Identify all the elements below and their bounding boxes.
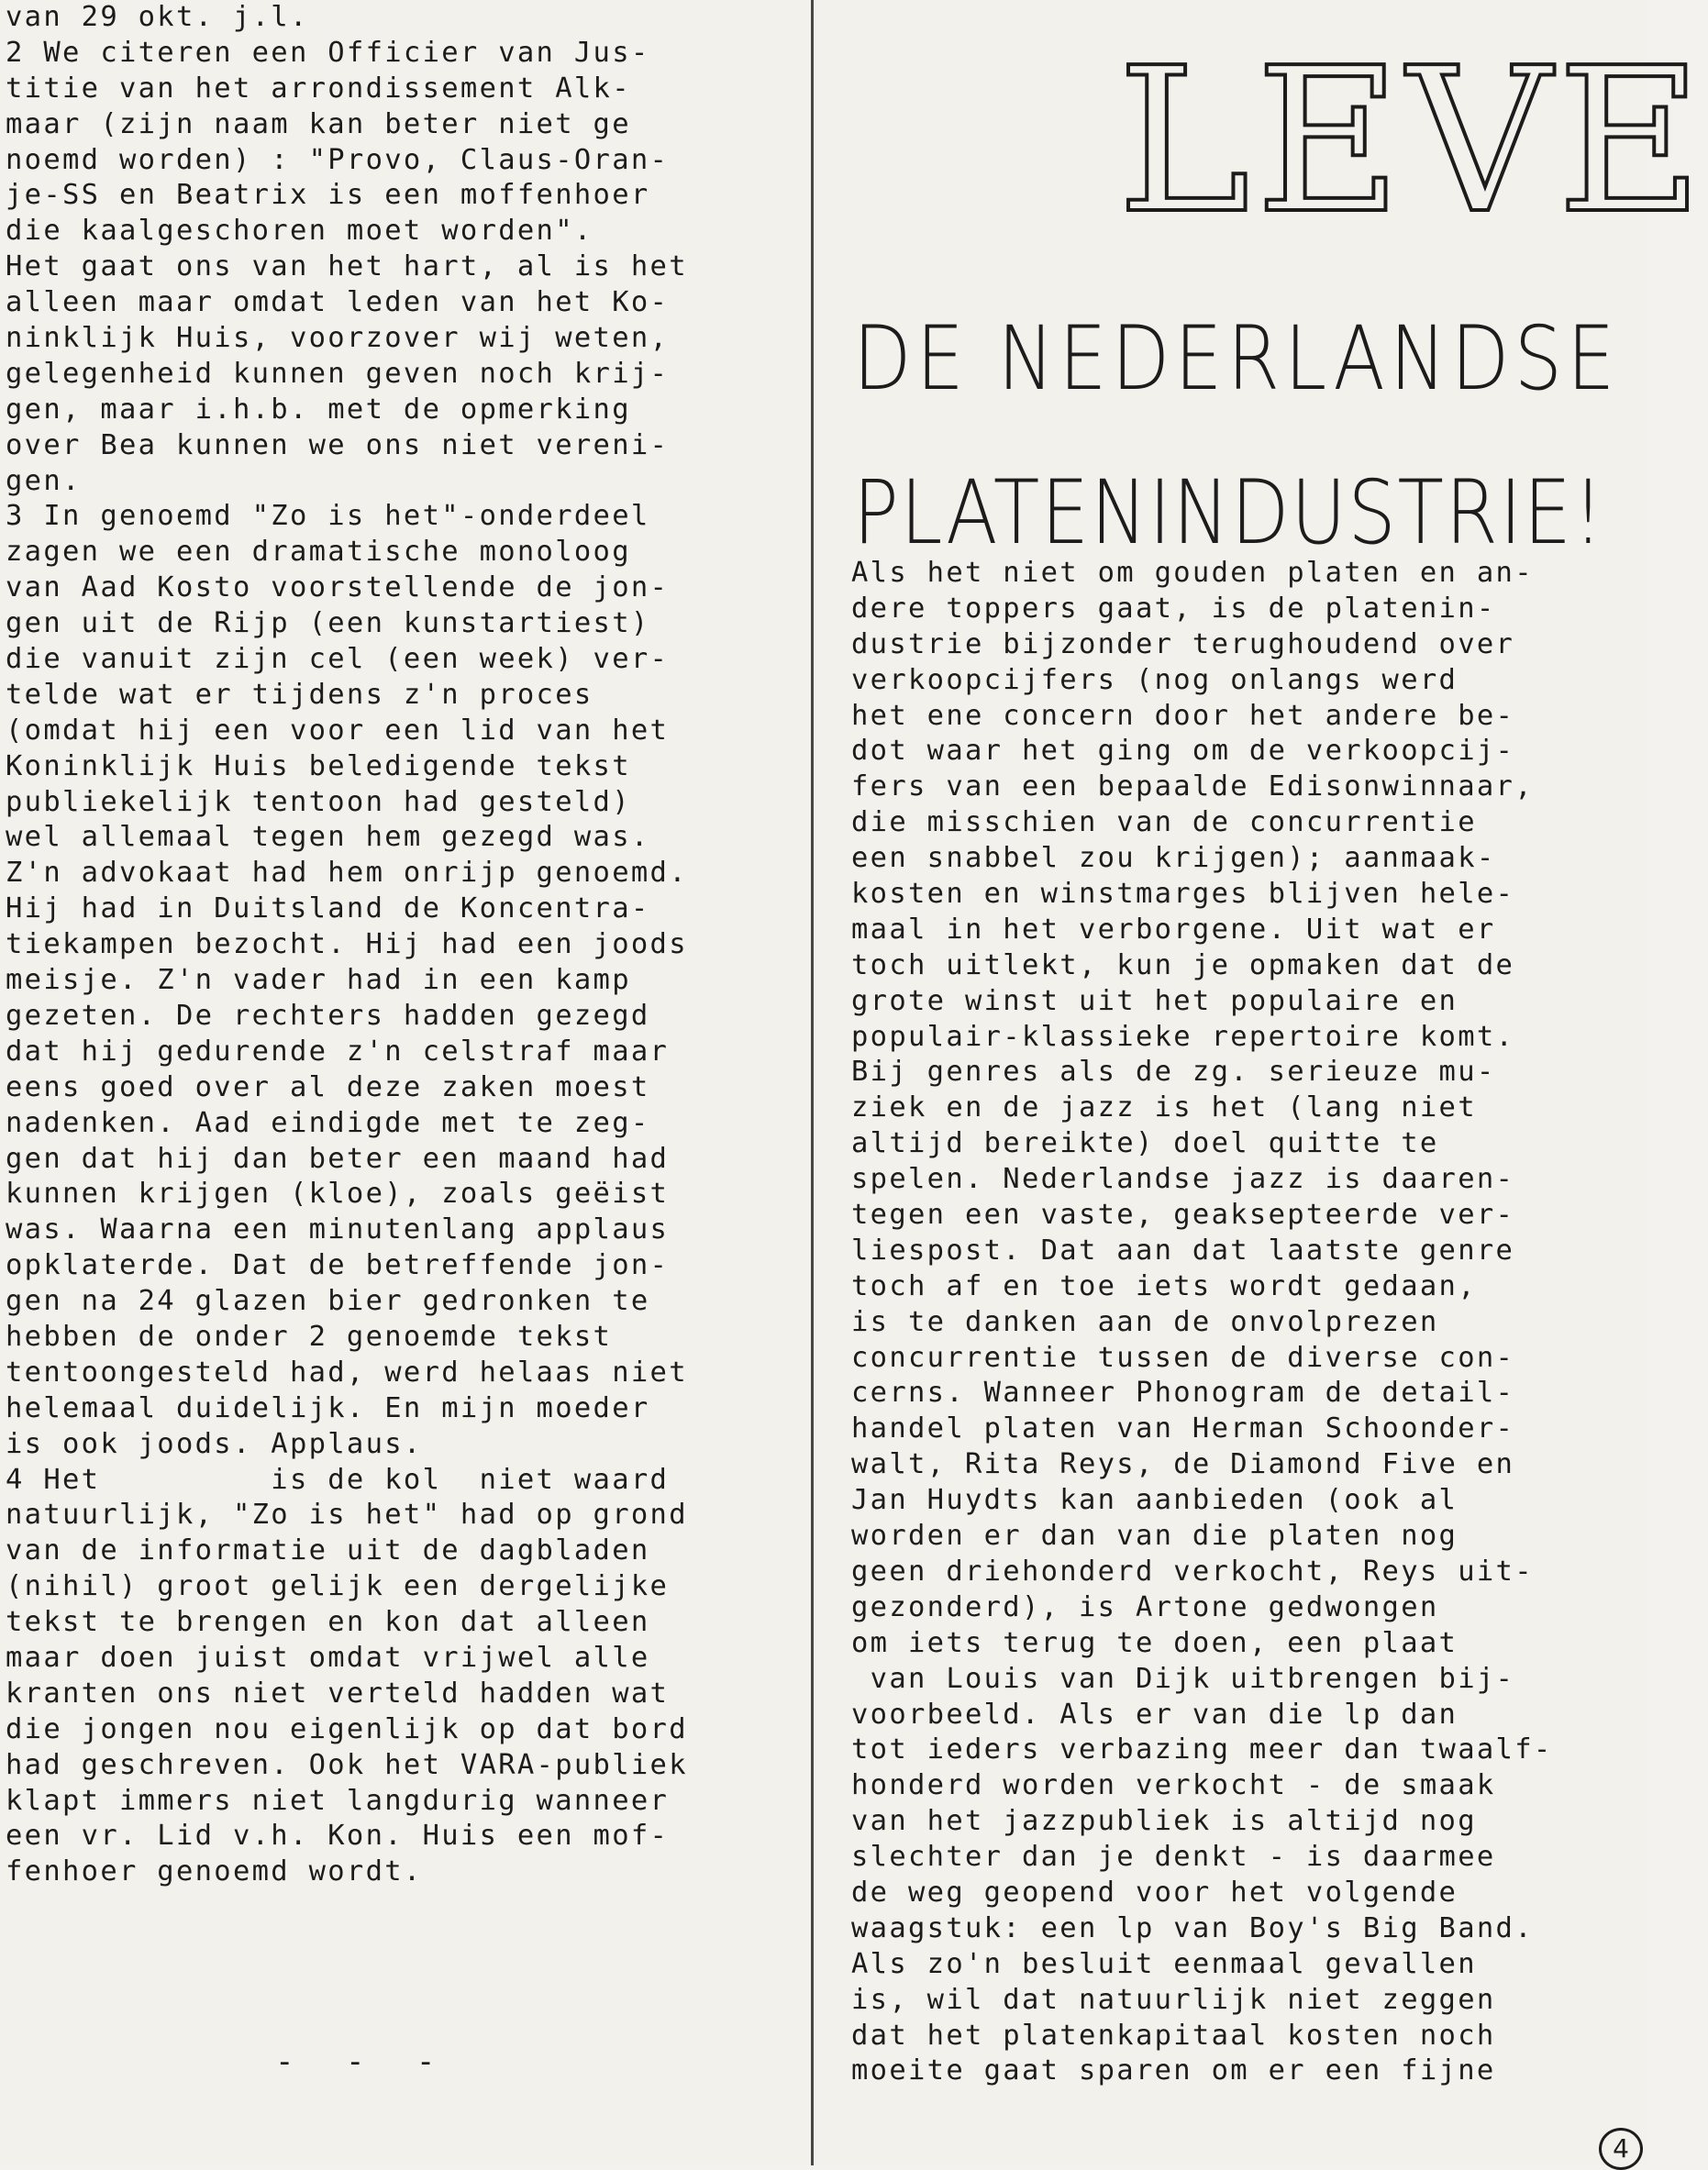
left-text-line: eens goed over al deze zaken moest: [6, 1070, 650, 1103]
right-column-text: [851, 556, 1640, 2089]
right-text-line: waagstuk: een lp van Boy's Big Band.: [851, 1911, 1534, 1944]
headline-line-1: DE NEDERLANDSE: [853, 307, 1620, 410]
right-text-line: worden er dan van die platen nog: [851, 1520, 1458, 1553]
right-text-line: gezonderd), is Artone gedwongen: [851, 1590, 1439, 1623]
left-text-line: tentoongesteld had, werd helaas niet: [6, 1356, 688, 1389]
left-text-line: publiekelijk tentoon had gesteld): [6, 785, 631, 818]
left-text-line: kunnen krijgen (kloe), zoals geëist: [6, 1178, 670, 1211]
left-text-line: had geschreven. Ook het VARA-publiek: [6, 1748, 688, 1781]
right-text-line: om iets terug te doen, een plaat: [851, 1626, 1458, 1659]
right-text-line: populair-klassieke repertoire komt.: [851, 1020, 1515, 1053]
left-text-line: (nihil) groot gelijk een dergelijke: [6, 1570, 670, 1603]
right-text-line: een snabbel zou krijgen); aanmaak-: [851, 842, 1496, 875]
right-text-line: handel platen van Herman Schoonder-: [851, 1412, 1515, 1445]
left-text-line: van Aad Kosto voorstellende de jon-: [6, 571, 670, 604]
right-text-line: tot ieders verbazing meer dan twaalf-: [851, 1733, 1553, 1766]
left-text-line: ninklijk Huis, voorzover wij weten,: [6, 322, 670, 355]
right-text-line: geen driehonderd verkocht, Reys uit-: [851, 1555, 1534, 1588]
right-text-line: walt, Rita Reys, de Diamond Five en: [851, 1448, 1515, 1481]
right-text-line: altijd bereikte) doel quitte te: [851, 1127, 1439, 1160]
left-text-line: hebben de onder 2 genoemde tekst: [6, 1320, 613, 1353]
right-text-line: tegen een vaste, geaksepteerde ver-: [851, 1199, 1515, 1232]
left-text-line: fenhoer genoemd wordt.: [6, 1855, 423, 1888]
right-text-line: is, wil dat natuurlijk niet zeggen: [851, 1983, 1496, 2016]
left-text-line: die kaalgeschoren moet worden".: [6, 215, 593, 248]
left-text-line: nadenken. Aad eindigde met te zeg-: [6, 1106, 650, 1139]
right-text-line: van Louis van Dijk uitbrengen bij-: [851, 1662, 1515, 1695]
right-text-line: verkoopcijfers (nog onlangs werd: [851, 663, 1458, 696]
left-text-line: gen, maar i.h.b. met de opmerking: [6, 393, 631, 426]
left-text-line: van de informatie uit de dagbladen: [6, 1534, 650, 1567]
left-text-line: gelegenheid kunnen geven noch krij-: [6, 357, 670, 390]
right-text-line: toch af en toe iets wordt gedaan,: [851, 1269, 1477, 1302]
left-text-line: die vanuit zijn cel (een week) ver-: [6, 643, 670, 676]
right-text-line: spelen. Nederlandse jazz is daaren-: [851, 1163, 1515, 1196]
right-text-line: Bij genres als de zg. serieuze mu-: [851, 1056, 1496, 1089]
right-text-line: Als het niet om gouden platen en an-: [851, 557, 1534, 589]
left-text-line: titie van het arrondissement Alk-: [6, 72, 631, 105]
right-text-line: voorbeeld. Als er van die lp dan: [851, 1698, 1458, 1731]
right-text-line: ziek en de jazz is het (lang niet: [851, 1091, 1477, 1124]
left-text-line: van 29 okt. j.l.: [6, 1, 309, 33]
left-text-line: opklaterde. Dat de betreffende jon-: [6, 1249, 670, 1282]
left-text-line: die jongen nou eigenlijk op dat bord: [6, 1712, 688, 1745]
left-text-line: tiekampen bezocht. Hij had een joods: [6, 928, 688, 961]
left-text-line: 4 Het is de kol niet waard: [6, 1463, 670, 1496]
right-text-line: liespost. Dat aan dat laatste genre: [851, 1234, 1515, 1267]
right-text-line: fers van een bepaalde Edisonwinnaar,: [851, 770, 1534, 803]
right-text-line: de weg geopend voor het volgende: [851, 1876, 1458, 1909]
left-text-line: natuurlijk, "Zo is het" had op grond: [6, 1499, 688, 1532]
right-text-line: is te danken aan de onvolprezen: [851, 1305, 1439, 1338]
right-text-line: cerns. Wanneer Phonogram de detail-: [851, 1377, 1515, 1410]
left-text-line: Z'n advokaat had hem onrijp genoemd.: [6, 857, 688, 890]
right-text-line: dot waar het ging om de verkoopcij-: [851, 735, 1515, 768]
left-text-line: zagen we een dramatische monoloog: [6, 536, 631, 569]
left-text-line: noemd worden) : "Provo, Claus-Oran-: [6, 143, 670, 176]
left-column-text: [6, 0, 804, 1890]
right-text-line: dere toppers gaat, is de platenin-: [851, 592, 1496, 625]
right-text-line: moeite gaat sparen om er een fijne: [851, 2054, 1496, 2087]
left-text-line: is ook joods. Applaus.: [6, 1427, 423, 1460]
left-text-line: dat hij gedurende z'n celstraf maar: [6, 1035, 670, 1068]
right-text-line: grote winst uit het populaire en: [851, 984, 1458, 1017]
left-text-line: maar (zijn naam kan beter niet ge: [6, 107, 631, 140]
left-text-line: helemaal duidelijk. En mijn moeder: [6, 1391, 650, 1424]
right-text-line: kosten en winstmarges blijven hele-: [851, 878, 1515, 911]
left-text-line: Hij had in Duitsland de Koncentra-: [6, 892, 650, 925]
left-text-line: gen na 24 glazen bier gedronken te: [6, 1285, 650, 1318]
right-text-line: het ene concern door het andere be-: [851, 699, 1515, 732]
left-text-line: je-SS en Beatrix is een moffenhoer: [6, 179, 650, 212]
left-text-line: gen.: [6, 464, 82, 497]
left-text-line: maar doen juist omdat vrijwel alle: [6, 1641, 650, 1674]
left-text-line: 2 We citeren een Officier van Jus-: [6, 36, 650, 69]
left-text-line: telde wat er tijdens z'n proces: [6, 678, 593, 711]
left-text-line: over Bea kunnen we ons niet vereni-: [6, 428, 670, 461]
column-divider: [811, 0, 814, 2165]
right-text-line: dustrie bijzonder terughoudend over: [851, 627, 1515, 660]
right-text-line: concurrentie tussen de diverse con-: [851, 1341, 1515, 1374]
left-footer-dashes: - - -: [275, 2043, 452, 2080]
headline-leve: LEVE: [1117, 26, 1708, 258]
right-text-line: van het jazzpubliek is altijd nog: [851, 1805, 1477, 1838]
right-text-line: toch uitlekt, kun je opmaken dat de: [851, 948, 1515, 981]
left-text-line: alleen maar omdat leden van het Ko-: [6, 286, 670, 319]
left-text-line: gen uit de Rijp (een kunstartiest): [6, 607, 650, 640]
left-text-line: was. Waarna een minutenlang applaus: [6, 1213, 670, 1246]
headline-line-2: PLATENINDUSTRIE!: [853, 461, 1605, 564]
left-text-line: een vr. Lid v.h. Kon. Huis een mof-: [6, 1820, 670, 1853]
right-text-line: Als zo'n besluit eenmaal gevallen: [851, 1947, 1477, 1980]
page-number: 4: [1599, 2128, 1643, 2170]
left-text-line: wel allemaal tegen hem gezegd was.: [6, 821, 650, 854]
left-text-line: Koninklijk Huis beledigende tekst: [6, 749, 631, 782]
right-text-line: honderd worden verkocht - de smaak: [851, 1769, 1496, 1802]
left-text-line: 3 In genoemd "Zo is het"-onderdeel: [6, 500, 650, 533]
left-text-line: meisje. Z'n vader had in een kamp: [6, 964, 631, 997]
right-text-line: die misschien van de concurrentie: [851, 806, 1477, 839]
left-text-line: gen dat hij dan beter een maand had: [6, 1142, 670, 1175]
right-text-line: dat het platenkapitaal kosten noch: [851, 2019, 1496, 2052]
left-text-line: tekst te brengen en kon dat alleen: [6, 1606, 650, 1639]
right-text-line: slechter dan je denkt - is daarmee: [851, 1841, 1496, 1874]
left-text-line: kranten ons niet verteld hadden wat: [6, 1677, 670, 1710]
left-text-line: klapt immers niet langdurig wanneer: [6, 1784, 670, 1817]
left-text-line: gezeten. De rechters hadden gezegd: [6, 999, 650, 1032]
right-text-line: maal in het verborgene. Uit wat er: [851, 913, 1496, 946]
left-text-line: Het gaat ons van het hart, al is het: [6, 250, 688, 283]
left-text-line: (omdat hij een voor een lid van het: [6, 714, 670, 747]
right-text-line: Jan Huydts kan aanbieden (ook al: [851, 1484, 1458, 1517]
